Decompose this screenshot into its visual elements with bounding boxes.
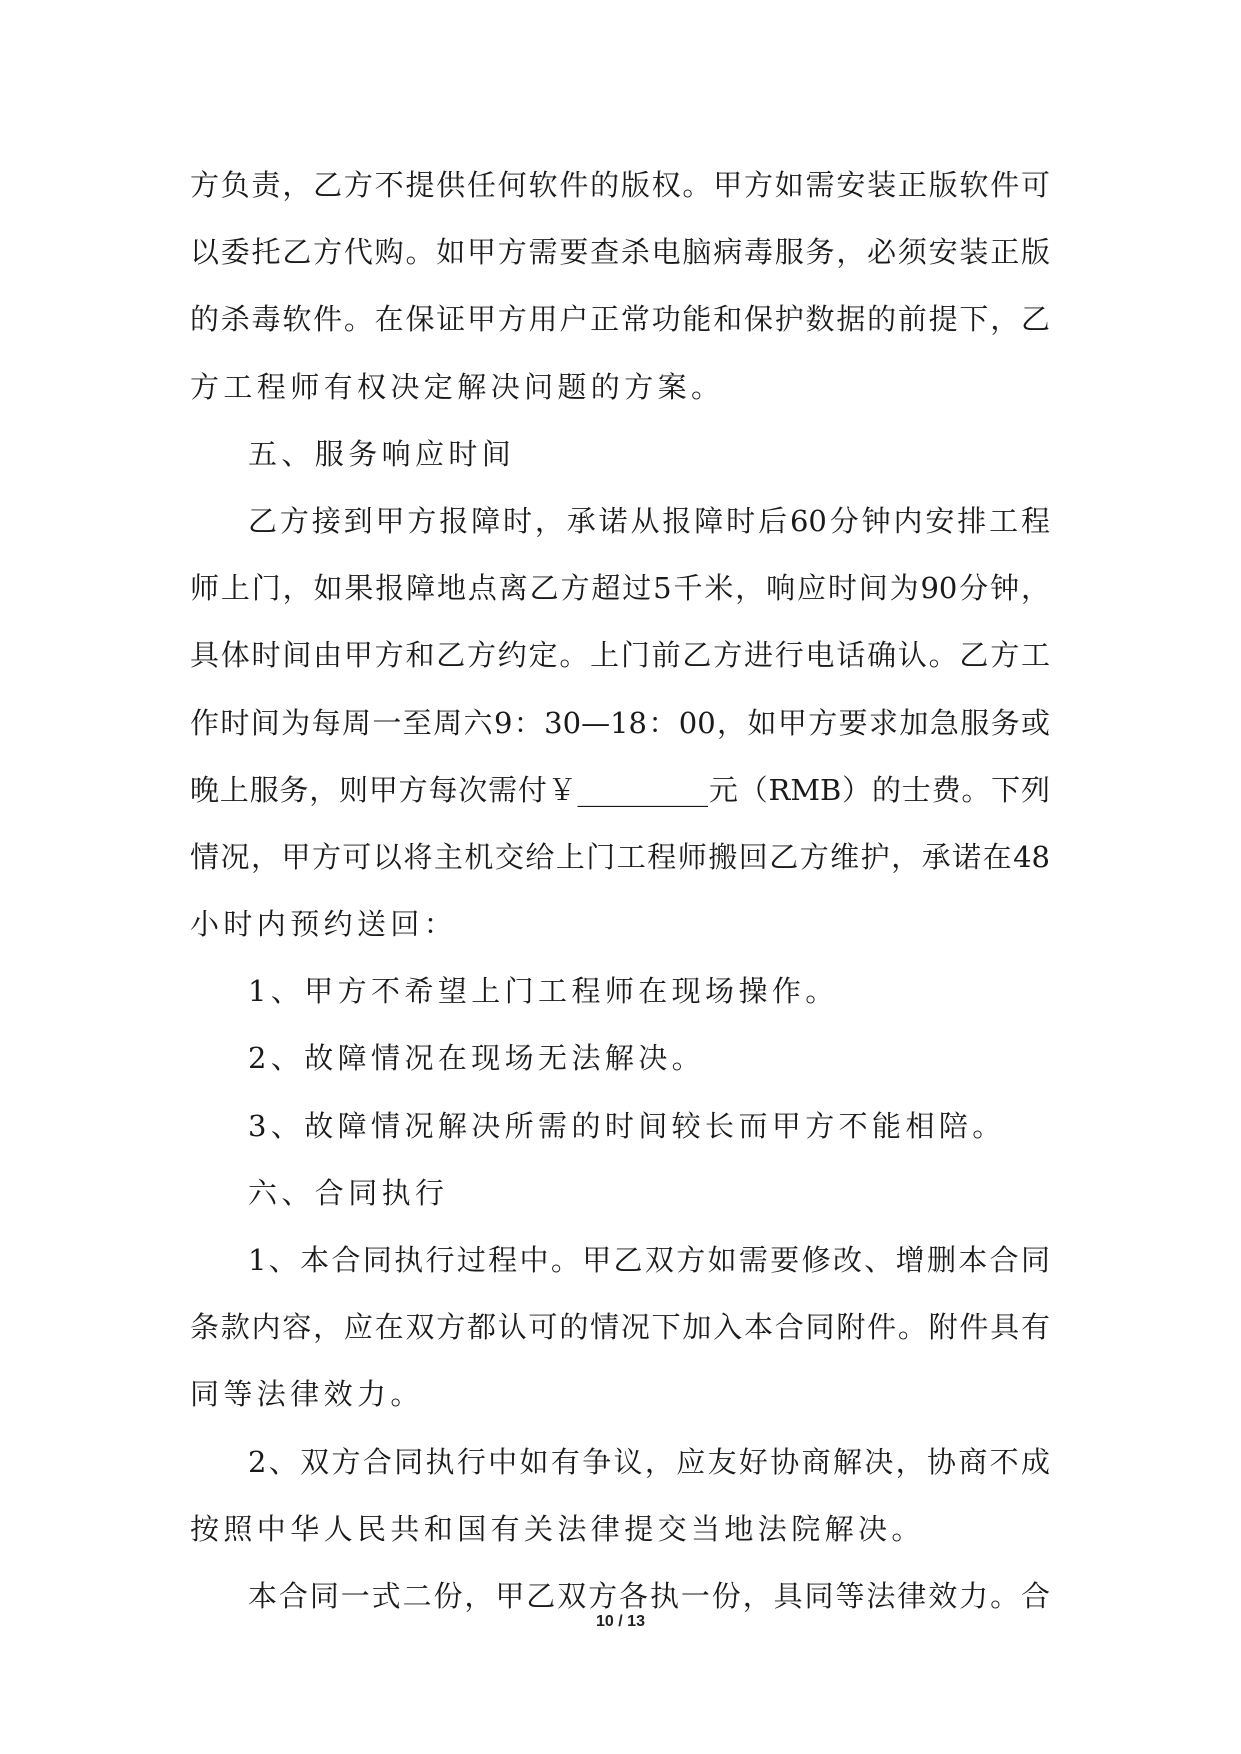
text-line: 的杀毒软件。在保证甲方用户正常功能和保护数据的前提下，乙 xyxy=(190,302,1050,337)
list-item: 3、故障情况解决所需的时间较长而甲方不能相陪。 xyxy=(248,1108,1006,1143)
text-line: 本合同一式二份，甲乙双方各执一份，具同等法律效力。合 xyxy=(248,1578,1050,1613)
text-line: 以委托乙方代购。如甲方需要查杀电脑病毒服务，必须安装正版 xyxy=(190,235,1050,270)
text-line: 条款内容，应在双方都认可的情况下加入本合同附件。附件具有 xyxy=(190,1310,1050,1345)
text-line: 1、本合同执行过程中。甲乙双方如需要修改、增删本合同 xyxy=(248,1243,1050,1277)
text-line: 方工程师有权决定解决问题的方案。 xyxy=(190,369,725,404)
text-line: 乙方接到甲方报障时，承诺从报障时后60分钟内安排工程 xyxy=(248,503,1050,538)
text-line: 按照中华人民共和国有关法律提交当地法院解决。 xyxy=(190,1511,925,1546)
text-line: 同等法律效力。 xyxy=(190,1377,424,1412)
text-line: 具体时间由甲方和乙方约定。上门前乙方进行电话确认。乙方工 xyxy=(190,638,1050,673)
text-line: 情况，甲方可以将主机交给上门工程师搬回乙方维护，承诺在48 xyxy=(190,839,1050,874)
text-line: 小时内预约送回： xyxy=(190,907,458,942)
page-number: 10 / 13 xyxy=(596,1613,645,1630)
text-line: 作时间为每周一至周六9：30—18：00，如甲方要求加急服务或 xyxy=(190,705,1050,740)
text-line: 方负责，乙方不提供任何软件的版权。甲方如需安装正版软件可 xyxy=(190,168,1050,202)
text-line: 师上门，如果报障地点离乙方超过5千米，响应时间为90分钟， xyxy=(190,571,1050,606)
list-item: 2、故障情况在现场无法解决。 xyxy=(248,1041,706,1076)
section-heading: 六、合同执行 xyxy=(248,1175,449,1210)
text-line: 2、双方合同执行中如有争议，应友好协商解决，协商不成 xyxy=(248,1444,1050,1479)
section-heading: 五、服务响应时间 xyxy=(248,436,516,471)
body-text xyxy=(190,152,1050,1630)
list-item: 1、甲方不希望上门工程师在现场操作。 xyxy=(248,974,839,1009)
text-line: 晚上服务，则甲方每次需付￥_________元（RMB）的士费。下列 xyxy=(190,772,1050,807)
